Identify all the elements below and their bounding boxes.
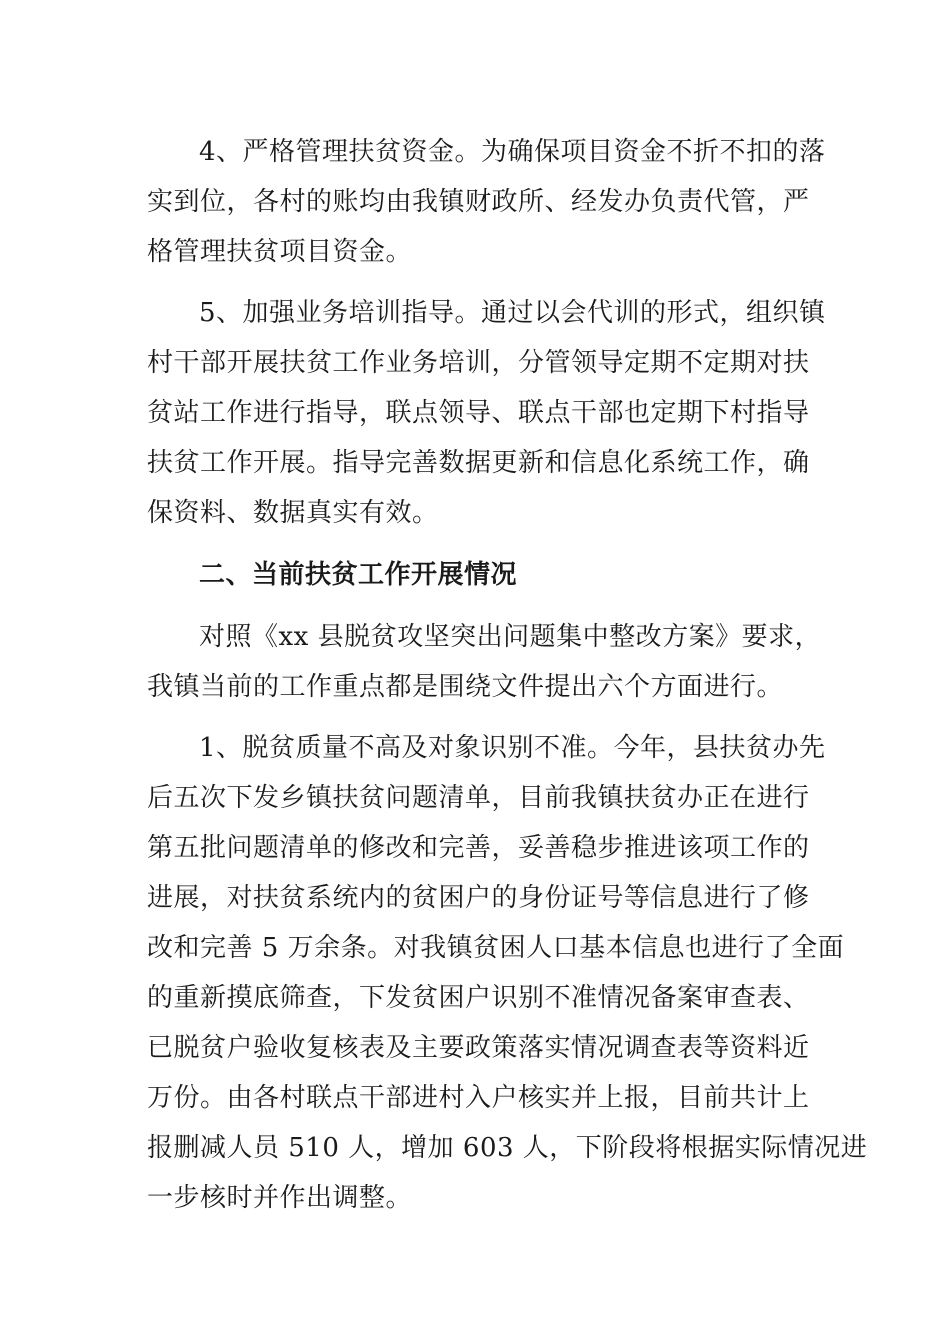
paragraph-1-line-2: 实到位，各村的账均由我镇财政所、经发办负责代管，严: [147, 187, 810, 217]
section-heading: 二、当前扶贫工作开展情况: [199, 560, 518, 590]
paragraph-4-line-3: 第五批问题清单的修改和完善，妥善稳步推进该项工作的: [147, 833, 810, 863]
paragraph-3-line-2: 我镇当前的工作重点都是围绕文件提出六个方面进行。: [147, 672, 784, 702]
paragraph-1-line-1: 4、严格管理扶贫资金。为确保项目资金不折不扣的落: [199, 137, 826, 167]
paragraph-4-line-8: 万份。由各村联点干部进村入户核实并上报，目前共计上: [147, 1083, 810, 1113]
paragraph-3-line-1: 对照《xx 县脱贫攻坚突出问题集中整改方案》要求，: [199, 622, 822, 652]
paragraph-4-line-2: 后五次下发乡镇扶贫问题清单，目前我镇扶贫办正在进行: [147, 783, 810, 813]
paragraph-4-line-5: 改和完善 5 万余条。对我镇贫困人口基本信息也进行了全面: [147, 933, 845, 963]
paragraph-4-line-4: 进展，对扶贫系统内的贫困户的身份证号等信息进行了修: [147, 883, 810, 913]
paragraph-2-line-1: 5、加强业务培训指导。通过以会代训的形式，组织镇: [199, 298, 826, 328]
paragraph-2-line-2: 村干部开展扶贫工作业务培训，分管领导定期不定期对扶: [147, 348, 810, 378]
paragraph-1-line-3: 格管理扶贫项目资金。: [147, 237, 413, 267]
paragraph-2-line-3: 贫站工作进行指导，联点领导、联点干部也定期下村指导: [147, 398, 810, 428]
paragraph-4-line-9: 报删减人员 510 人，增加 603 人，下阶段将根据实际情况进: [147, 1133, 868, 1163]
paragraph-4-line-10: 一步核时并作出调整。: [147, 1183, 413, 1213]
paragraph-4-line-1: 1、脱贫质量不高及对象识别不准。今年，县扶贫办先: [199, 733, 826, 763]
paragraph-4-line-7: 已脱贫户验收复核表及主要政策落实情况调查表等资料近: [147, 1033, 810, 1063]
paragraph-2-line-4: 扶贫工作开展。指导完善数据更新和信息化系统工作，确: [147, 448, 810, 478]
paragraph-2-line-5: 保资料、数据真实有效。: [147, 498, 439, 528]
paragraph-4-line-6: 的重新摸底筛查，下发贫困户识别不准情况备案审查表、: [147, 983, 810, 1013]
